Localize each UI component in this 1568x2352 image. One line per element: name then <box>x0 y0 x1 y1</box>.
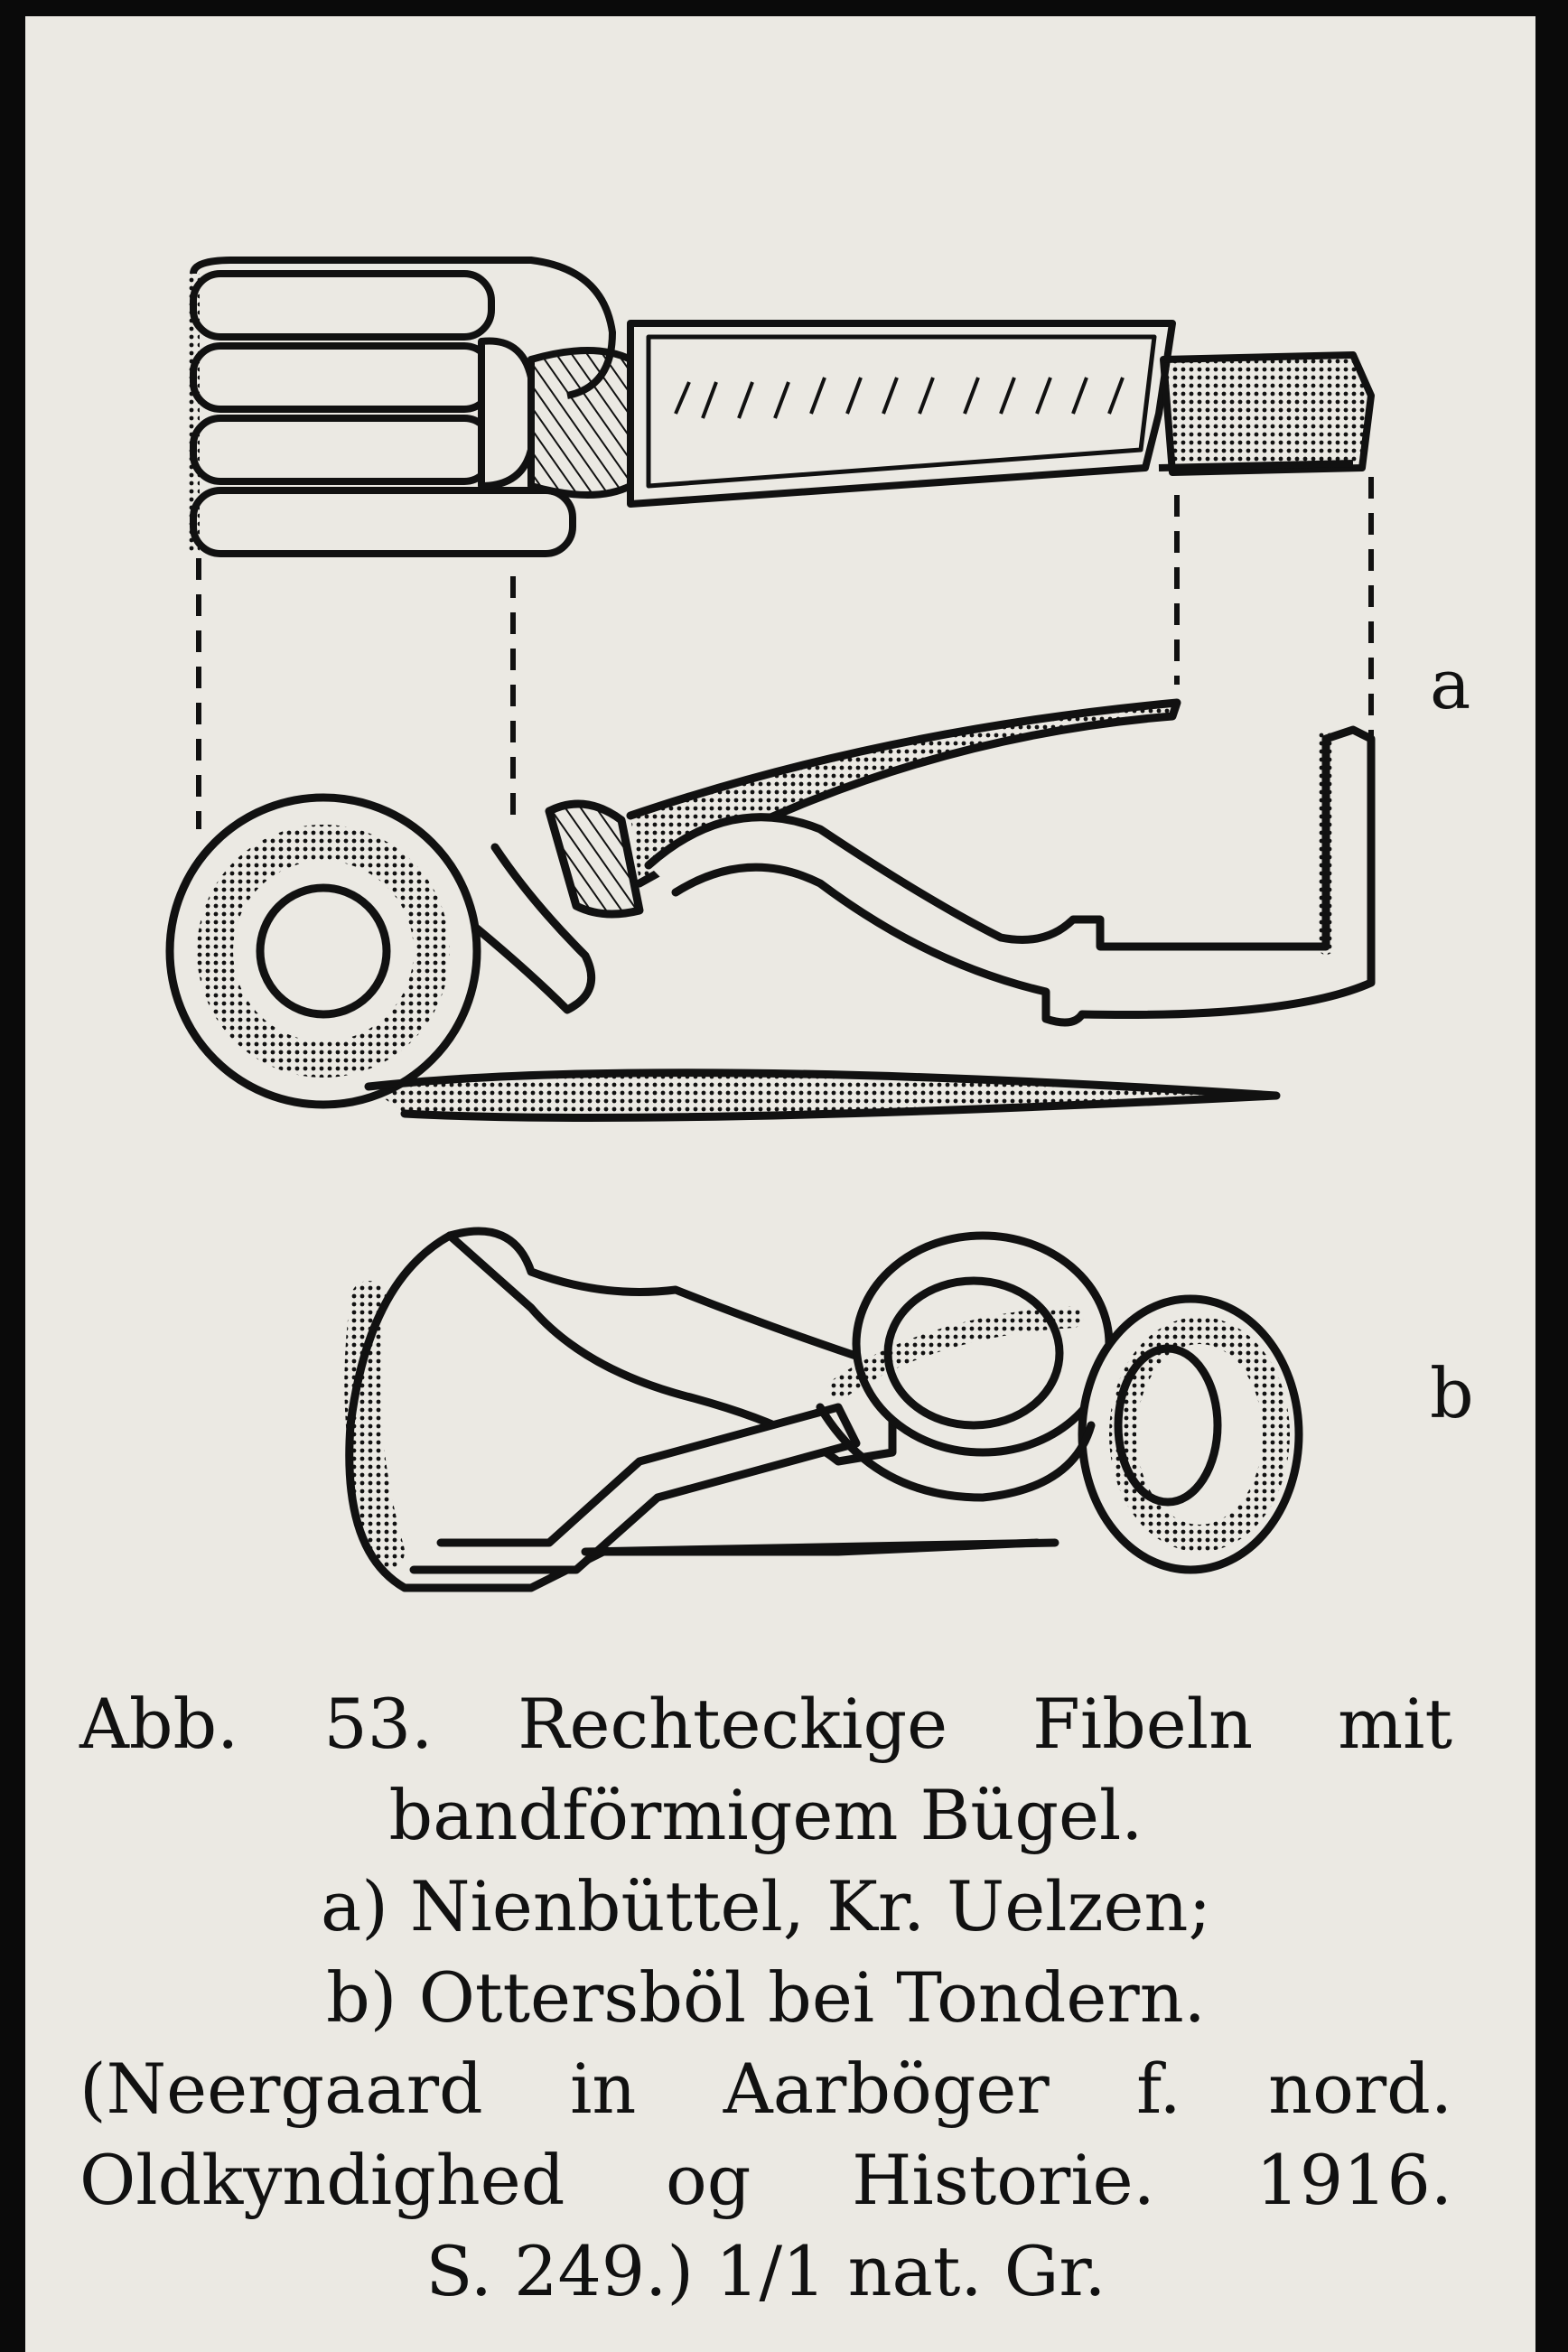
caption-line-1: Abb. 53. Rechteckige Fibeln mit <box>79 1684 1452 1764</box>
caption-line-2: bandförmigem Bügel. <box>388 1775 1143 1855</box>
figure-label-b: b <box>1430 1353 1474 1433</box>
caption-line-7: S. 249.) 1/1 nat. Gr. <box>425 2231 1106 2311</box>
fibula-illustration <box>25 16 1535 1642</box>
caption-line-6: Oldkyndighed og Historie. 1916. <box>79 2140 1452 2220</box>
fibula-a-top-view <box>193 260 1371 554</box>
figure-caption <box>79 1678 1452 2317</box>
caption-line-4: b) Ottersböl bei Tondern. <box>326 1957 1206 2038</box>
fibula-a-side-view <box>170 703 1371 1118</box>
figure-label-a: a <box>1430 644 1471 724</box>
caption-line-5: (Neergaard in Aarböger f. nord. <box>79 2049 1452 2129</box>
fibula-b-view <box>350 1231 1299 1588</box>
lantern-slide-plate <box>25 16 1535 2352</box>
caption-line-3: a) Nienbüttel, Kr. Uelzen; <box>320 1866 1212 1946</box>
